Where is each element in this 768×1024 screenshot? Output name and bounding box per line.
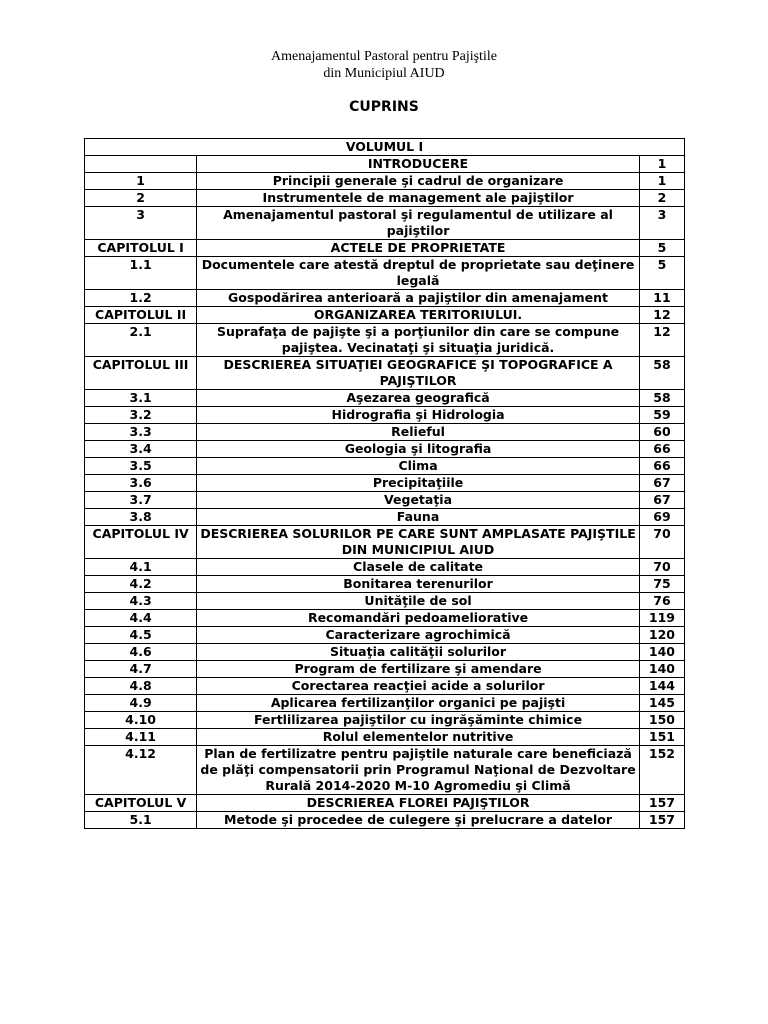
toc-row xyxy=(85,492,685,509)
toc-page-number: 58 xyxy=(639,357,684,390)
toc-page-number: 145 xyxy=(639,695,684,712)
toc-section-number: CAPITOLUL II xyxy=(85,307,197,324)
toc-row xyxy=(85,407,685,424)
toc-row xyxy=(85,661,685,678)
toc-page-number: 59 xyxy=(639,407,684,424)
toc-section-title: Amenajamentul pastoral şi regulamentul de utilizare al pajiştilor xyxy=(197,207,640,240)
toc-page-number: 3 xyxy=(639,207,684,240)
toc-row xyxy=(85,290,685,307)
toc-section-number: 4.12 xyxy=(85,746,197,795)
toc-section-number: 1.1 xyxy=(85,257,197,290)
volume-title: VOLUMUL I xyxy=(85,139,685,156)
toc-section-number: 3.8 xyxy=(85,509,197,526)
toc-section-title: Documentele care atestă dreptul de proprietate sau deţinere legală xyxy=(197,257,640,290)
toc-page-number: 66 xyxy=(639,458,684,475)
toc-row xyxy=(85,441,685,458)
toc-section-title: Clasele de calitate xyxy=(197,559,640,576)
toc-section-title: INTRODUCERE xyxy=(197,156,640,173)
toc-section-title: Relieful xyxy=(197,424,640,441)
toc-section-title: Plan de fertilizatre pentru pajiştile naturale care beneficiază de plăţi compensatorii prin Programul Naţional de Dezvoltare Rurală 2014-2020 M-10 Agromediu şi Climă xyxy=(197,746,640,795)
toc-row xyxy=(85,240,685,257)
toc-section-number: 2 xyxy=(85,190,197,207)
volume-row xyxy=(85,139,685,156)
toc-section-number: 3.3 xyxy=(85,424,197,441)
toc-section-number: 4.4 xyxy=(85,610,197,627)
toc-section-title: Caracterizare agrochimică xyxy=(197,627,640,644)
toc-section-title: ORGANIZAREA TERITORIULUI. xyxy=(197,307,640,324)
toc-section-number: CAPITOLUL IV xyxy=(85,526,197,559)
toc-row xyxy=(85,678,685,695)
toc-section-number: 1.2 xyxy=(85,290,197,307)
toc-page-number: 67 xyxy=(639,475,684,492)
toc-section-number: 4.7 xyxy=(85,661,197,678)
toc-section-title: DESCRIEREA SOLURILOR PE CARE SUNT AMPLASATE PAJIŞTILE DIN MUNICIPIUL AIUD xyxy=(197,526,640,559)
toc-section-number: 4.3 xyxy=(85,593,197,610)
toc-section-number: 3.1 xyxy=(85,390,197,407)
toc-section-number: 1 xyxy=(85,173,197,190)
toc-section-number: 4.9 xyxy=(85,695,197,712)
toc-row xyxy=(85,695,685,712)
toc-page-number: 12 xyxy=(639,307,684,324)
toc-row xyxy=(85,324,685,357)
toc-page-number: 76 xyxy=(639,593,684,610)
toc-row xyxy=(85,424,685,441)
toc-row xyxy=(85,173,685,190)
toc-section-number: 3.5 xyxy=(85,458,197,475)
toc-section-number: 5.1 xyxy=(85,812,197,829)
toc-page-number: 70 xyxy=(639,526,684,559)
toc-section-title: Geologia şi litografia xyxy=(197,441,640,458)
toc-row xyxy=(85,795,685,812)
toc-row xyxy=(85,390,685,407)
toc-section-title: Bonitarea terenurilor xyxy=(197,576,640,593)
toc-row xyxy=(85,576,685,593)
toc-page-number: 1 xyxy=(639,156,684,173)
toc-page-number: 12 xyxy=(639,324,684,357)
toc-section-number: 3.7 xyxy=(85,492,197,509)
toc-section-title: DESCRIEREA SITUAŢIEI GEOGRAFICE ŞI TOPOGRAFICE A PAJIŞTILOR xyxy=(197,357,640,390)
toc-page-number: 150 xyxy=(639,712,684,729)
toc-row xyxy=(85,190,685,207)
toc-page-number: 11 xyxy=(639,290,684,307)
toc-section-title: Corectarea reacţiei acide a solurilor xyxy=(197,678,640,695)
toc-page-number: 2 xyxy=(639,190,684,207)
toc-section-number: 4.2 xyxy=(85,576,197,593)
toc-section-title: Instrumentele de management ale pajiştilor xyxy=(197,190,640,207)
toc-section-number: CAPITOLUL III xyxy=(85,357,197,390)
toc-page-number: 157 xyxy=(639,812,684,829)
toc-row xyxy=(85,526,685,559)
document-header-line-1: Amenajamentul Pastoral pentru Pajiştile xyxy=(271,49,497,64)
toc-section-title: Vegetaţia xyxy=(197,492,640,509)
toc-row xyxy=(85,475,685,492)
toc-section-number: CAPITOLUL I xyxy=(85,240,197,257)
toc-page-number: 119 xyxy=(639,610,684,627)
toc-section-number xyxy=(85,156,197,173)
toc-row xyxy=(85,644,685,661)
toc-page-number: 140 xyxy=(639,661,684,678)
toc-row xyxy=(85,156,685,173)
toc-section-title: Principii generale şi cadrul de organizare xyxy=(197,173,640,190)
toc-row xyxy=(85,610,685,627)
toc-section-title: Recomandări pedoameliorative xyxy=(197,610,640,627)
toc-page-number: 58 xyxy=(639,390,684,407)
toc-section-number: 4.8 xyxy=(85,678,197,695)
toc-page-number: 66 xyxy=(639,441,684,458)
toc-section-title: DESCRIEREA FLOREI PAJIŞTILOR xyxy=(197,795,640,812)
toc-row xyxy=(85,746,685,795)
toc-page-number: 1 xyxy=(639,173,684,190)
toc-row xyxy=(85,307,685,324)
document-header-line-2: din Municipiul AIUD xyxy=(323,66,445,81)
toc-section-number: 4.10 xyxy=(85,712,197,729)
toc-page-number: 151 xyxy=(639,729,684,746)
toc-row xyxy=(85,627,685,644)
toc-row xyxy=(85,458,685,475)
toc-section-title: Gospodărirea anterioară a pajiştilor din amenajament xyxy=(197,290,640,307)
toc-section-title: Program de fertilizare şi amendare xyxy=(197,661,640,678)
toc-page-number: 140 xyxy=(639,644,684,661)
toc-section-number: 4.5 xyxy=(85,627,197,644)
toc-section-title: Unităţile de sol xyxy=(197,593,640,610)
toc-section-title: Precipitaţiile xyxy=(197,475,640,492)
toc-section-number: 4.1 xyxy=(85,559,197,576)
toc-page-number: 70 xyxy=(639,559,684,576)
toc-section-number: 4.11 xyxy=(85,729,197,746)
toc-section-title: Clima xyxy=(197,458,640,475)
toc-page-number: 120 xyxy=(639,627,684,644)
toc-section-number: 3.4 xyxy=(85,441,197,458)
table-of-contents xyxy=(84,138,685,829)
toc-section-number: 3 xyxy=(85,207,197,240)
toc-section-title: Rolul elementelor nutritive xyxy=(197,729,640,746)
toc-section-title: Situaţia calităţii solurilor xyxy=(197,644,640,661)
toc-page-number: 144 xyxy=(639,678,684,695)
toc-section-title: Suprafaţa de pajişte şi a porţiunilor din care se compune pajiştea. Vecinataţi şi situaţia juridică. xyxy=(197,324,640,357)
toc-section-number: 3.2 xyxy=(85,407,197,424)
toc-row xyxy=(85,509,685,526)
toc-row xyxy=(85,257,685,290)
toc-row xyxy=(85,357,685,390)
toc-row xyxy=(85,593,685,610)
toc-page-number: 75 xyxy=(639,576,684,593)
toc-section-title: Hidrografia şi Hidrologia xyxy=(197,407,640,424)
toc-page-number: 69 xyxy=(639,509,684,526)
toc-page-number: 60 xyxy=(639,424,684,441)
toc-section-number: 4.6 xyxy=(85,644,197,661)
toc-page-number: 5 xyxy=(639,257,684,290)
toc-section-number: 2.1 xyxy=(85,324,197,357)
toc-row xyxy=(85,207,685,240)
toc-section-title: Metode şi procedee de culegere şi prelucrare a datelor xyxy=(197,812,640,829)
toc-page-number: 5 xyxy=(639,240,684,257)
toc-page-number: 157 xyxy=(639,795,684,812)
toc-section-number: 3.6 xyxy=(85,475,197,492)
toc-row xyxy=(85,812,685,829)
toc-section-number: CAPITOLUL V xyxy=(85,795,197,812)
toc-row xyxy=(85,559,685,576)
toc-section-title: Fauna xyxy=(197,509,640,526)
toc-section-title: Aşezarea geografică xyxy=(197,390,640,407)
toc-section-title: Aplicarea fertilizanţilor organici pe pajişti xyxy=(197,695,640,712)
toc-row xyxy=(85,712,685,729)
toc-section-title: Fertlilizarea pajiştilor cu ingrăşăminte chimice xyxy=(197,712,640,729)
toc-page-number: 67 xyxy=(639,492,684,509)
toc-page-number: 152 xyxy=(639,746,684,795)
contents-heading: CUPRINS xyxy=(349,99,419,115)
toc-row xyxy=(85,729,685,746)
toc-section-title: ACTELE DE PROPRIETATE xyxy=(197,240,640,257)
